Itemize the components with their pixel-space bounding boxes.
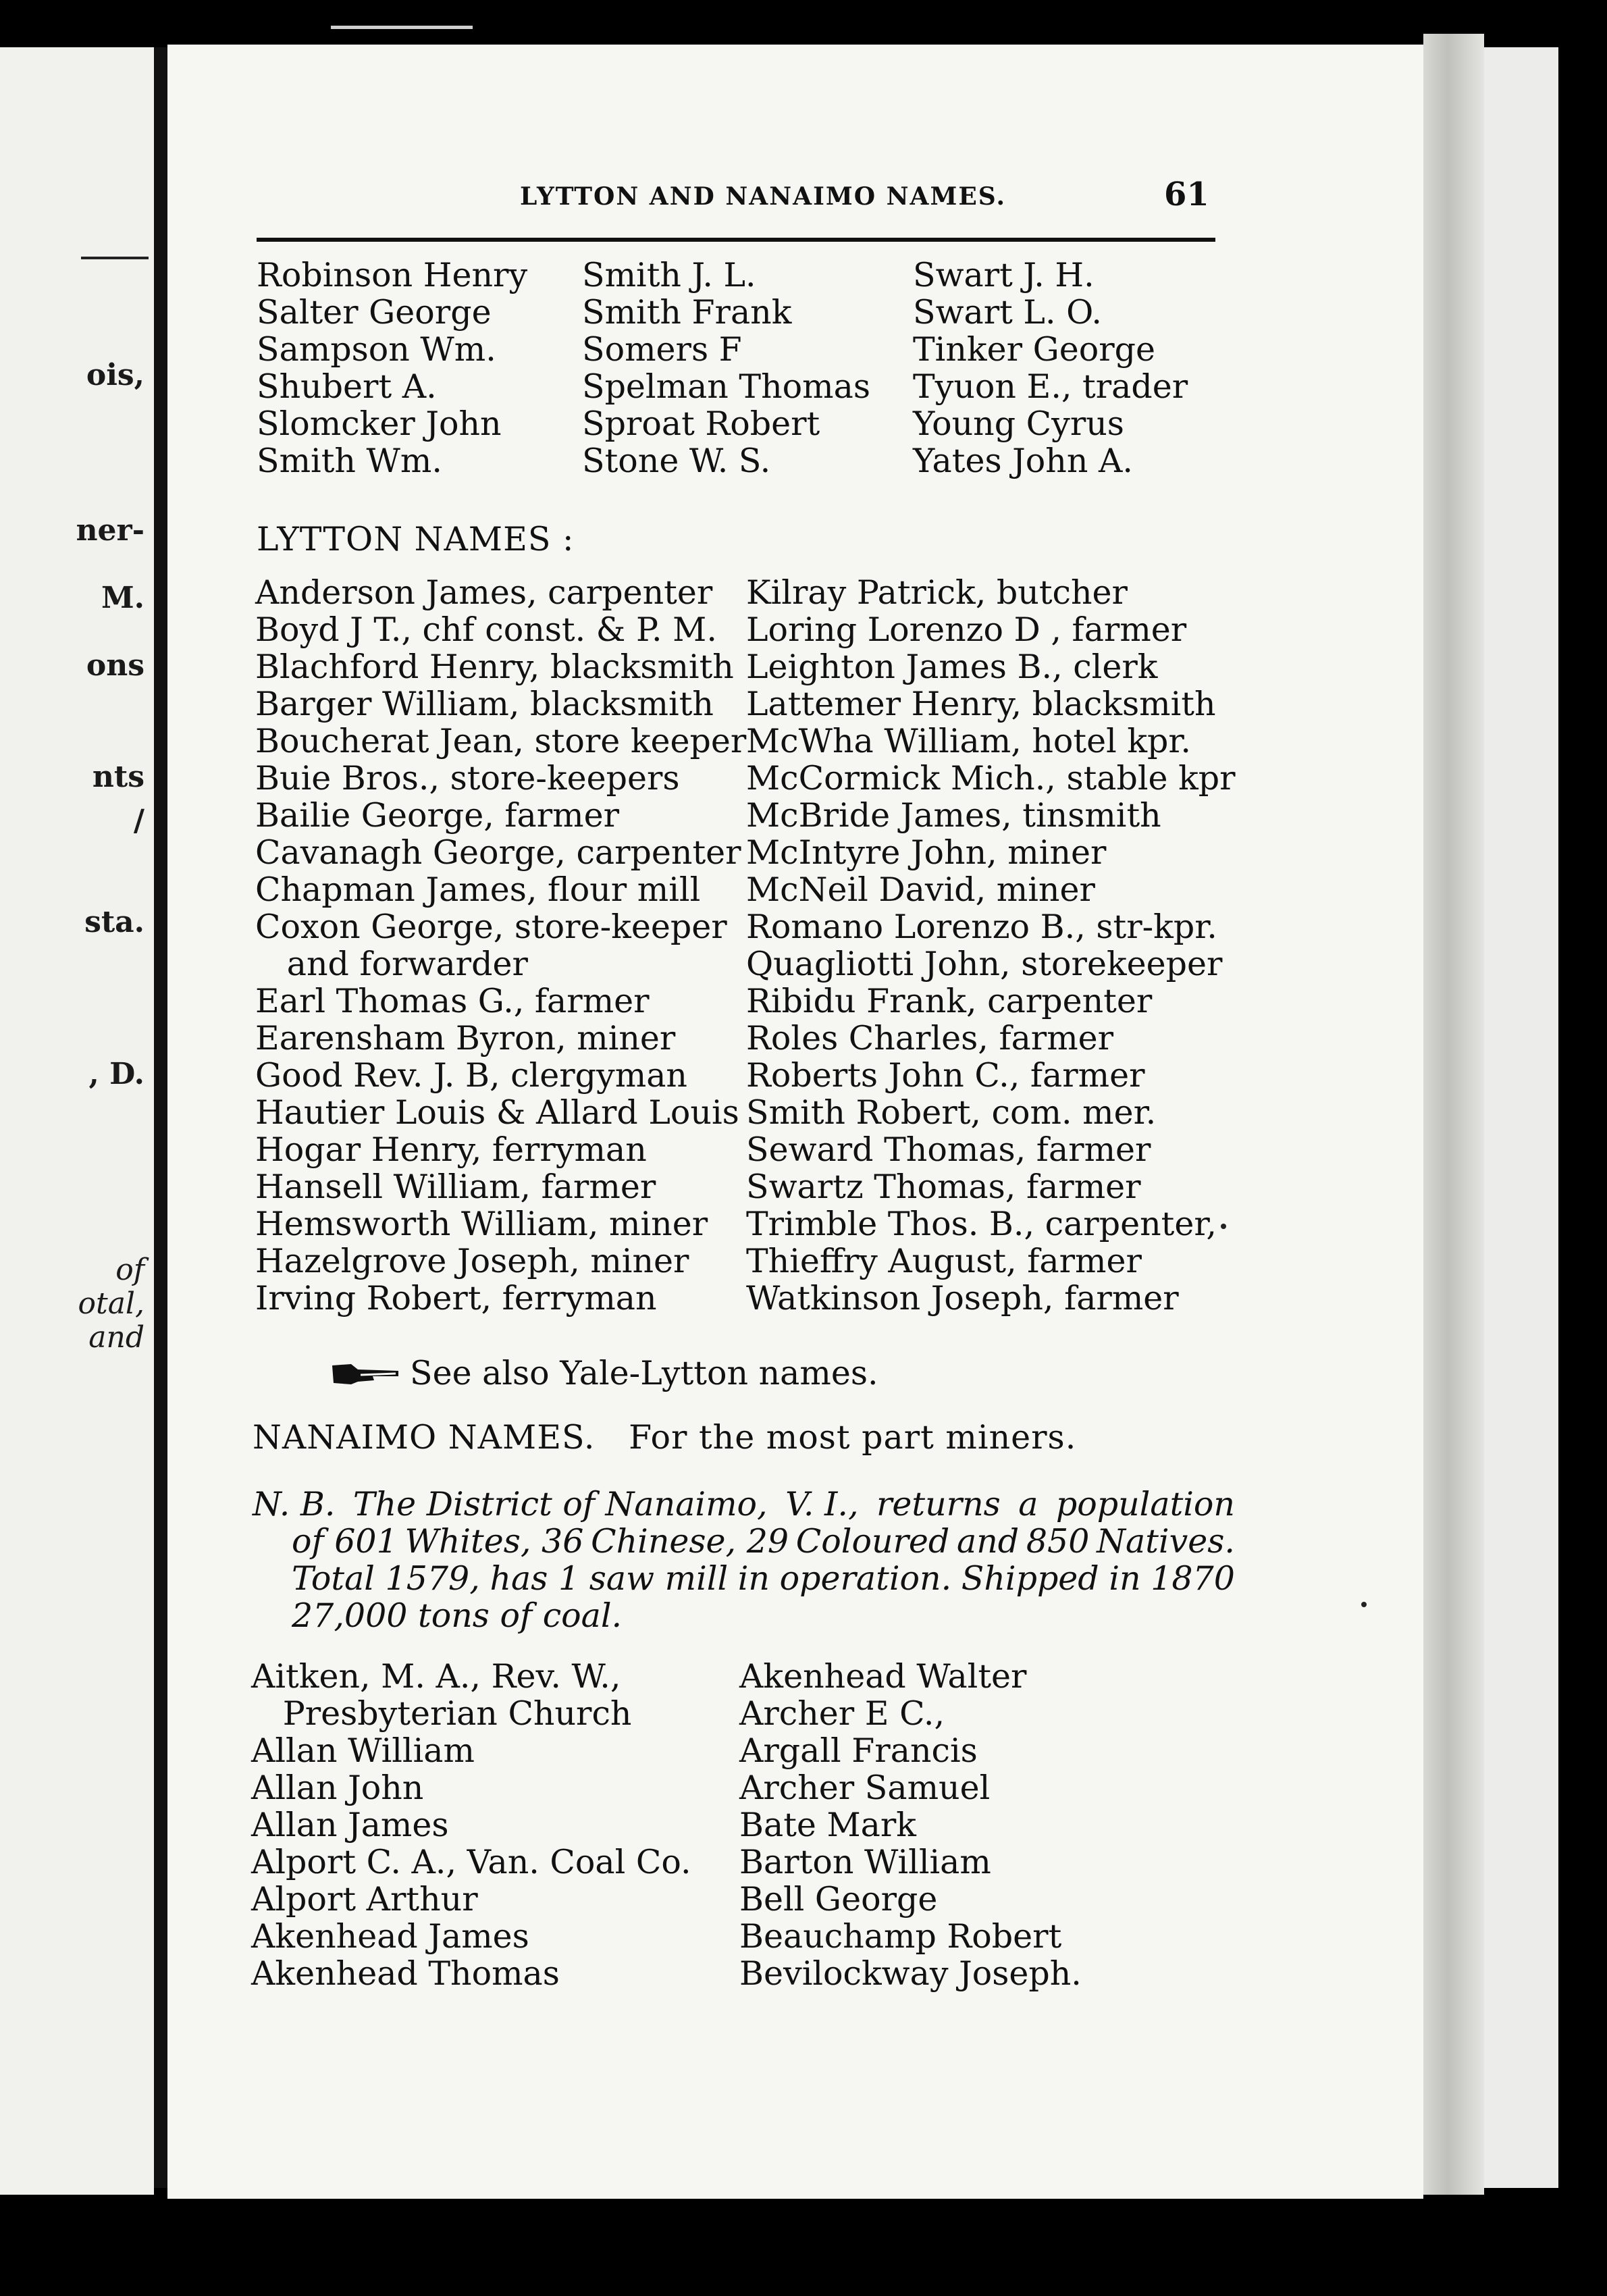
name-entry: Lattemer Henry, blacksmith: [746, 685, 1216, 723]
nota-bene-word: 27,000 tons of coal.: [292, 1596, 623, 1635]
nota-bene-word: in: [737, 1559, 770, 1598]
name-entry: Leighton James B., clerk: [746, 648, 1158, 686]
name-entry: Archer E C.,: [739, 1694, 945, 1733]
name-entry: Slomcker John: [257, 405, 502, 443]
name-entry: Young Cyrus: [913, 405, 1124, 443]
nota-bene-word: Chinese, 29: [591, 1522, 789, 1561]
nota-bene-word: The District of Nanaimo,: [352, 1485, 768, 1523]
page-edge: [1423, 34, 1484, 2195]
name-entry: McNeil David, miner: [746, 870, 1095, 909]
nota-bene-word: operation.: [779, 1559, 952, 1598]
nota-bene-word: of 601: [292, 1522, 398, 1561]
nota-bene-word: Whites, 36: [404, 1522, 584, 1561]
name-entry: Allan William: [251, 1731, 475, 1770]
name-entry: Coxon George, store-keeper: [255, 908, 727, 946]
name-entry: Presbyterian Church: [251, 1694, 632, 1733]
header-rule: [257, 238, 1215, 242]
name-entry: Boyd J T., chf const. & P. M.: [255, 610, 717, 649]
nota-bene-word: saw mill: [589, 1559, 729, 1598]
name-entry: Earl Thomas G., farmer: [255, 982, 650, 1020]
name-entry: McWha William, hotel kpr.: [746, 722, 1192, 760]
name-entry: Roberts John C., farmer: [746, 1056, 1145, 1095]
nota-bene-word: has 1: [490, 1559, 580, 1598]
nota-bene-word: Coloured: [795, 1522, 950, 1561]
name-entry: Chapman James, flour mill: [255, 870, 701, 909]
facing-page-fragment: sta.: [84, 905, 144, 939]
name-entry: Salter George: [257, 293, 492, 332]
name-entry: Trimble Thos. B., carpenter,: [746, 1205, 1217, 1243]
nota-bene-word: returns: [876, 1485, 1001, 1523]
name-entry: Allan John: [251, 1769, 424, 1807]
name-entry: Shubert A.: [257, 367, 437, 406]
name-entry: Bevilockway Joseph.: [739, 1954, 1082, 1993]
name-entry: Smith Frank: [582, 293, 792, 332]
nota-bene-word: and: [957, 1522, 1020, 1561]
nota-bene-word: in: [1109, 1559, 1141, 1598]
name-entry: Cavanagh George, carpenter: [255, 833, 741, 872]
see-also-note: [331, 1354, 878, 1392]
nota-bene-line: [253, 1560, 1235, 1597]
name-entry: Alport C. A., Van. Coal Co.: [251, 1843, 691, 1881]
nanaimo-heading-title: NANAIMO NAMES.: [253, 1418, 596, 1457]
nota-bene-word: Shipped: [961, 1559, 1099, 1598]
scan-artifact-line: [331, 26, 473, 29]
name-entry: Hautier Louis & Allard Louis: [255, 1093, 739, 1132]
nota-bene-word: a: [1018, 1485, 1038, 1523]
name-entry: Ribidu Frank, carpenter: [746, 982, 1153, 1020]
name-entry: Barger William, blacksmith: [255, 685, 714, 723]
print-speck: [1361, 1602, 1367, 1607]
name-entry: Aitken, M. A., Rev. W.,: [251, 1657, 621, 1696]
facing-page-fragment: M.: [101, 581, 144, 615]
name-entry: Thieffry August, farmer: [746, 1242, 1142, 1280]
name-entry: McIntyre John, miner: [746, 833, 1107, 872]
name-entry: Seward Thomas, farmer: [746, 1130, 1151, 1169]
name-entry: Alport Arthur: [251, 1880, 478, 1919]
name-entry: Akenhead Walter: [739, 1657, 1027, 1696]
nota-bene-paragraph: [253, 1486, 1235, 1634]
name-entry: Buie Bros., store-keepers: [255, 759, 680, 798]
name-entry: Barton William: [739, 1843, 991, 1881]
name-entry: Hazelgrove Joseph, miner: [255, 1242, 689, 1280]
name-entry: Good Rev. J. B, clergyman: [255, 1056, 687, 1095]
name-entry: Akenhead Thomas: [251, 1954, 560, 1993]
name-entry: Somers F: [582, 330, 742, 369]
facing-page-fragment: /: [133, 804, 144, 838]
name-entry: Sampson Wm.: [257, 330, 496, 369]
name-entry: Allan James: [251, 1806, 449, 1844]
nota-bene-word: 850: [1026, 1522, 1090, 1561]
nota-bene-word: population: [1055, 1485, 1235, 1523]
facing-page-fragment: nts: [92, 760, 144, 794]
running-header: LYTTON AND NANAIMO NAMES.: [520, 182, 1007, 211]
page-number: 61: [1164, 176, 1209, 213]
name-entry: Anderson James, carpenter: [255, 573, 713, 612]
name-entry: Hogar Henry, ferryman: [255, 1130, 647, 1169]
name-entry: Spelman Thomas: [582, 367, 870, 406]
name-entry: Yates John A.: [913, 442, 1133, 480]
name-entry: Boucherat Jean, store keeper: [255, 722, 747, 760]
name-entry: Swart J. H.: [913, 256, 1095, 294]
pointing-hand-icon: [331, 1360, 402, 1387]
name-entry: Akenhead James: [251, 1917, 529, 1956]
facing-page-fragment: and: [88, 1320, 144, 1355]
name-entry: Archer Samuel: [739, 1769, 991, 1807]
name-entry: Kilray Patrick, butcher: [746, 573, 1128, 612]
name-entry: Hemsworth William, miner: [255, 1205, 708, 1243]
name-entry: Irving Robert, ferryman: [255, 1279, 657, 1317]
name-entry: Loring Lorenzo D , farmer: [746, 610, 1187, 649]
nota-bene-word: N. B.: [253, 1485, 336, 1523]
print-speck: [1221, 1224, 1226, 1229]
nanaimo-heading: [253, 1418, 1076, 1457]
nota-bene-word: 1870: [1151, 1559, 1235, 1598]
nota-bene-line: [253, 1523, 1235, 1560]
name-entry: Sproat Robert: [582, 405, 820, 443]
name-entry: Roles Charles, farmer: [746, 1019, 1114, 1058]
name-entry: Blachford Henry, blacksmith: [255, 648, 734, 686]
book-gutter: [154, 47, 167, 2188]
name-entry: Argall Francis: [739, 1731, 978, 1770]
name-entry: Quagliotti John, storekeeper: [746, 945, 1223, 983]
name-entry: Stone W. S.: [582, 442, 771, 480]
name-entry: Smith Robert, com. mer.: [746, 1093, 1157, 1132]
facing-page-fragment: ois,: [86, 358, 144, 392]
facing-page-fragment: ons: [86, 648, 144, 683]
name-entry: Bell George: [739, 1880, 938, 1919]
facing-page-fragment: ner-: [76, 513, 144, 548]
nota-bene-word: Total 1579,: [292, 1559, 480, 1598]
lytton-heading: LYTTON NAMES :: [257, 520, 575, 558]
name-entry: Watkinson Joseph, farmer: [746, 1279, 1179, 1317]
nota-bene-line: [253, 1597, 1235, 1634]
name-entry: Earensham Byron, miner: [255, 1019, 676, 1058]
nota-bene-word: Natives.: [1097, 1522, 1235, 1561]
name-entry: McBride James, tinsmith: [746, 796, 1161, 835]
nota-bene-line: [253, 1486, 1235, 1523]
facing-page-right: [1484, 47, 1558, 2188]
name-entry: Swart L. O.: [913, 293, 1102, 332]
name-entry: Tinker George: [913, 330, 1156, 369]
nota-bene-word: V. I.,: [785, 1485, 859, 1523]
name-entry: Smith J. L.: [582, 256, 756, 294]
name-entry: Beauchamp Robert: [739, 1917, 1062, 1956]
facing-page-fragment: otal,: [78, 1286, 144, 1321]
see-also-text: See also Yale-Lytton names.: [410, 1354, 878, 1392]
name-entry: Smith Wm.: [257, 442, 442, 480]
facing-page-fragment: of: [115, 1253, 144, 1287]
name-entry: Robinson Henry: [257, 256, 528, 294]
nanaimo-heading-sub: For the most part miners.: [629, 1418, 1077, 1457]
name-entry: Romano Lorenzo B., str-kpr.: [746, 908, 1217, 946]
name-entry: Bailie George, farmer: [255, 796, 620, 835]
facing-page-rule: [81, 257, 149, 259]
name-entry: McCormick Mich., stable kpr: [746, 759, 1236, 798]
name-entry: Tyuon E., trader: [913, 367, 1188, 406]
name-entry: Swartz Thomas, farmer: [746, 1168, 1141, 1206]
name-entry: and forwarder: [255, 945, 528, 983]
facing-page-fragment: , D.: [88, 1057, 144, 1091]
name-entry: Hansell William, farmer: [255, 1168, 656, 1206]
name-entry: Bate Mark: [739, 1806, 916, 1844]
